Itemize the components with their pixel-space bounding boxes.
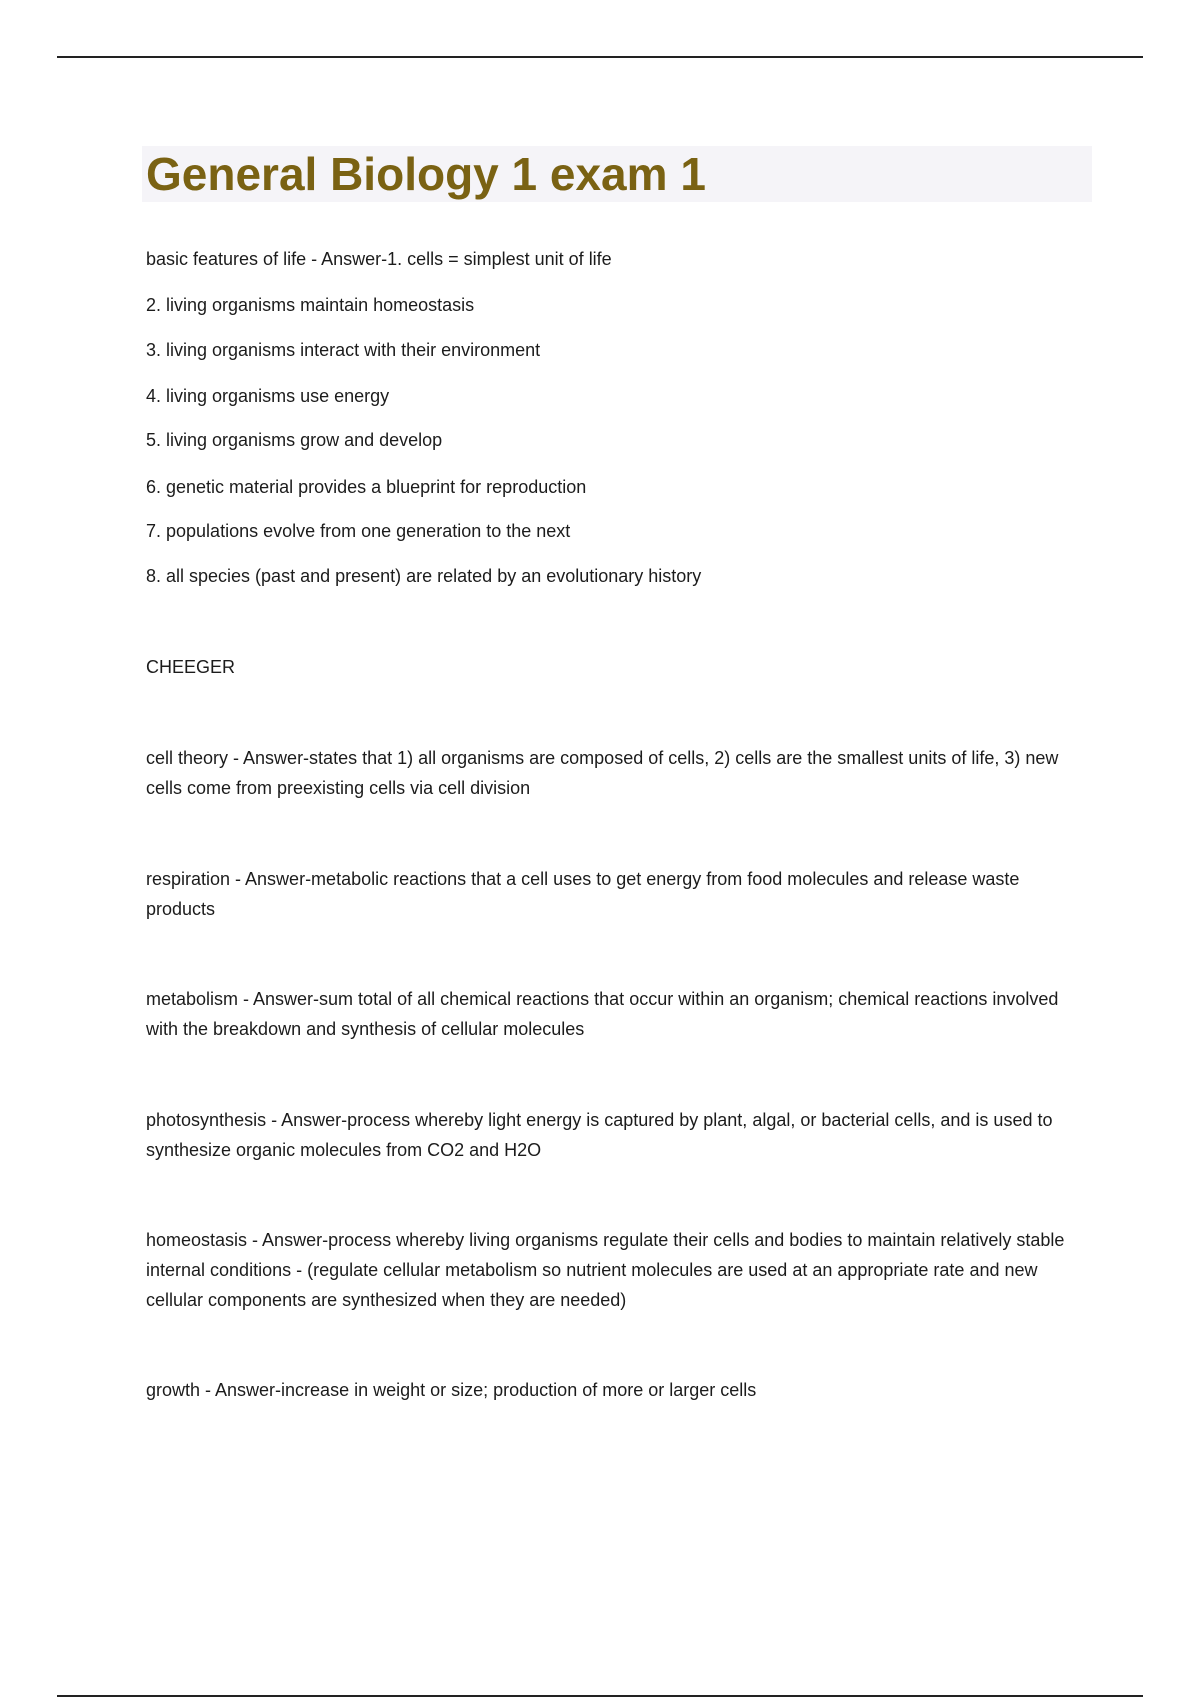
basic-features-line: basic features of life - Answer-1. cells = simplest unit of life (146, 249, 612, 269)
definition-respiration: respiration - Answer-metabolic reactions that a cell uses to get energy from food molecules and release waste products (146, 869, 1020, 919)
definition-metabolism: metabolism - Answer-sum total of all chemical reactions that occur within an organism; chemical reactions involved with the breakdown and synthesis of cellular molecules (146, 989, 1059, 1039)
definition-photosynthesis: photosynthesis - Answer-process whereby light energy is captured by plant, algal, or bacterial cells, and is used to synthesize organic molecules from CO2 and H2O (146, 1110, 1053, 1160)
definition-homeostasis: homeostasis - Answer-process whereby living organisms regulate their cells and bodies to maintain relatively stable internal conditions - (regulate cellular metabolism so nutrient molecules are used at an appropriate rate and new cellular components are synthesized when they are needed) (146, 1230, 1065, 1310)
feature-item: 3. living organisms interact with their environment (146, 340, 541, 360)
document-title: General Biology 1 exam 1 (146, 148, 706, 200)
definition-growth: growth - Answer-increase in weight or size; production of more or larger cells (146, 1380, 757, 1400)
feature-item: 6. genetic material provides a blueprint for reproduction (146, 477, 587, 497)
feature-item: 7. populations evolve from one generation to the next (146, 521, 571, 541)
feature-item: 8. all species (past and present) are related by an evolutionary history (146, 566, 702, 586)
feature-item: 5. living organisms grow and develop (146, 430, 443, 450)
feature-item: 2. living organisms maintain homeostasis (146, 295, 475, 315)
mnemonic: CHEEGER (146, 657, 236, 677)
definition-cell-theory: cell theory - Answer-states that 1) all organisms are composed of cells, 2) cells are the smallest units of life, 3) new cells come from preexisting cells via cell division (146, 748, 1059, 798)
feature-item: 4. living organisms use energy (146, 386, 390, 406)
top-rule (57, 56, 1143, 58)
bottom-rule (57, 1695, 1143, 1697)
